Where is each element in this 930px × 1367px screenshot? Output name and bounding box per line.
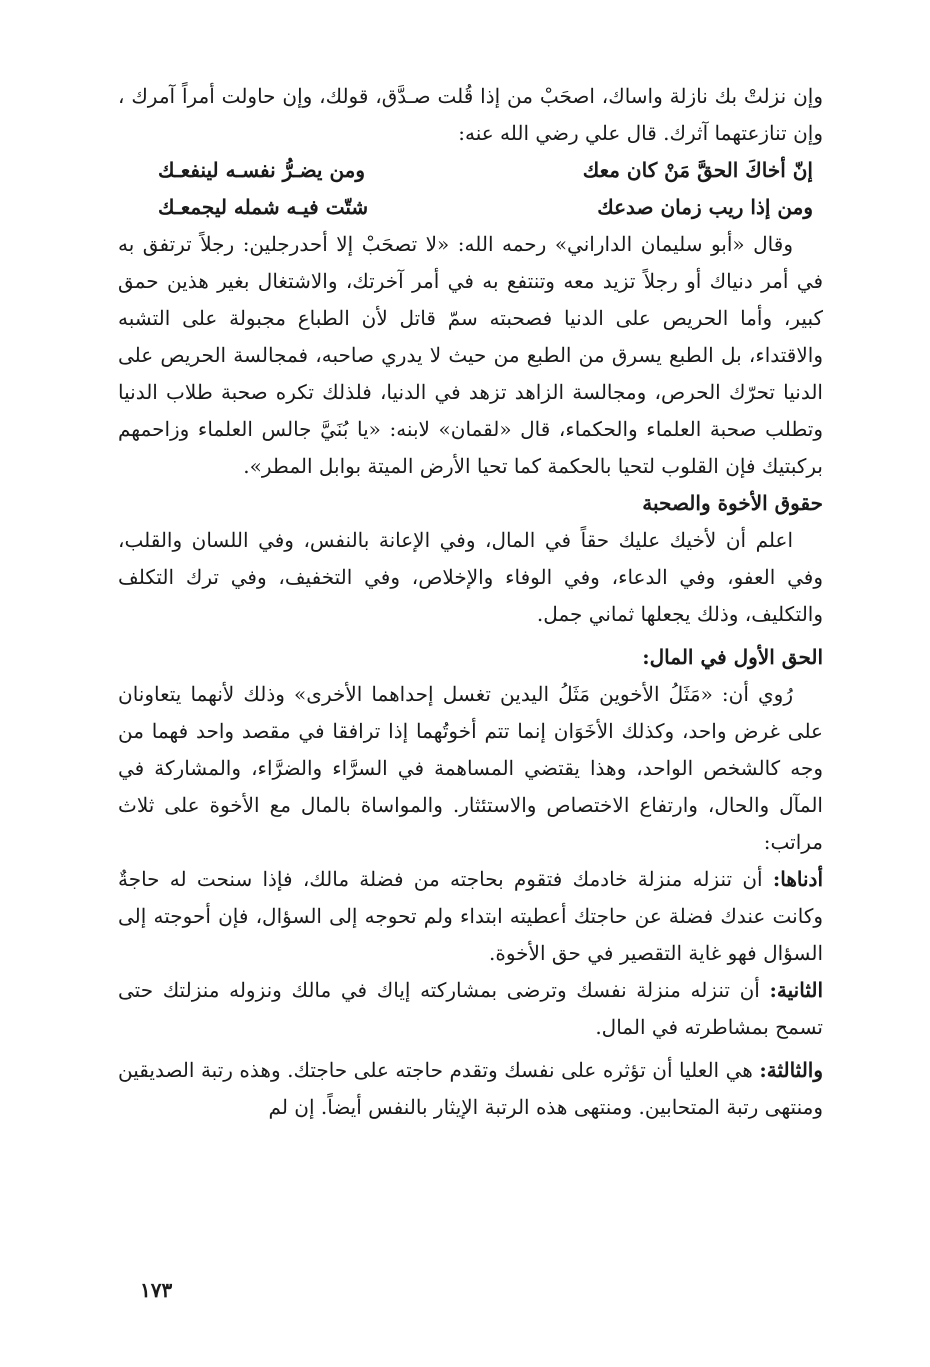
first-right-paragraph: رُوي أن: «مَثَلُ الأخوين مَثَلُ اليدين تغسل إحداهما الأخرى» وذلك لأنهما يتعاونان على غرض واحد، وكذلك الأخَوَان إنما تتم أخوتُهما إذا ترافقا في مقصد واحد فهما من وجه كالشخص الواحد، وهذا يقتضي المساهمة في السرَّاء والضرَّاء، والمشاركة في المآل والحال، وارتفاع الاختصاص والاستئثار. والمواساة بالمال مع الأخوة على ثلاث مراتب: <box>118 682 823 854</box>
darani-paragraph: وقال «أبو سليمان الداراني» رحمه الله: «لا تصحَبْ إلا أحدرجلين: رجلاً ترتفق به في أمر دنياك أو رجلاً تزيد معه وتنتفع به في أمر آخرتك، والاشتغال بغير هذين حمق كبير، وأما الحريص على الدنيا فصحبته سمّ قاتل لأن الطباع مجبولة على التشبه والاقتداء، بل الطبع يسرق من الطبع من حيث لا يدري صاحبه، فمجالسة الحريص على الدنيا تحرّك الحرص، ومجالسة الزاهد تزهد في الدنيا، فلذلك تكره صحبة طلاب الدنيا وتطلب صحبة العلماء والحكماء، قال «لقمان» لابنه: «يا بُنَيَّ جالس العلماء وزاحمهم بركبتيك فإن القلوب لتحيا بالحكمة كما تحيا الأرض الميتة بوابل المطر». <box>118 232 823 478</box>
page-number: ١٧٣ <box>140 1278 173 1302</box>
rank-second-text: أن تنزله منزلة نفسك وترضى بمشاركته إياك في مالك ونزوله منزلتك حتى تسمح بمشاطرته في المال. <box>118 978 823 1039</box>
rank-second-label: الثانية: <box>769 978 824 1002</box>
rank-lowest-text: أن تنزله منزلة خادمك فتقوم بحاجته من فضلة مالك، فإذا سنحت له حاجةٌ وكانت عندك فضلة عن حاجتك أعطيته ابتداء ولم تحوجه إلى السؤال، فإن أحوجته إلى السؤال فهو غاية التقصير في حق الأخوة. <box>118 867 823 965</box>
verse-2-right-hemistich: ومن إذا ريب زمان صدعك <box>597 195 813 219</box>
rank-third-text: هي العليا أن تؤثره على نفسك وتقدم حاجته على حاجتك. وهذه رتبة الصديقين ومنتهى رتبة المتحابين. ومنتهى هذه الرتبة الإيثار بالنفس أيضاً. إن لم <box>118 1058 823 1119</box>
page-body <box>118 78 823 1126</box>
poem-verse-2 <box>118 189 823 226</box>
verse-1-left-hemistich: ومن يضـرُّ نفسـه لينفعـك <box>158 158 366 182</box>
rights-paragraph: اعلم أن لأخيك عليك حقاً في المال، وفي الإعانة بالنفس، وفي اللسان والقلب، وفي العفو، وفي الدعاء، وفي الوفاء والإخلاص، وفي التخفيف، وفي ترك التكلف والتكليف، وذلك يجعلها ثماني جمل. <box>118 528 823 626</box>
intro-paragraph: وإن نزلتْ بك نازلة واساك، اصحَبْ من إذا قُلت صـدَّق، قولك، وإن حاولت أمراً آمرك ، وإن تنازعتهما آثرك. قال علي رضي الله عنه: <box>118 84 823 145</box>
rank-second-paragraph <box>118 972 823 1046</box>
rank-lowest-label: أدناها: <box>772 867 824 891</box>
verse-1-right-hemistich: إنّ أخاكَ الحقَّ مَنْ كان معك <box>582 158 813 182</box>
verse-2-left-hemistich: شتّت فيـه شمله ليجمعـك <box>158 195 369 219</box>
poem-verse-1 <box>118 152 823 189</box>
section-heading-rights: حقوق الأخوة والصحبة <box>642 491 823 515</box>
rank-lowest-paragraph <box>118 861 823 972</box>
section-heading-first-right: الحق الأول في المال: <box>642 645 823 669</box>
rank-third-label: والثالثة: <box>759 1058 824 1082</box>
rank-third-paragraph <box>118 1052 823 1126</box>
